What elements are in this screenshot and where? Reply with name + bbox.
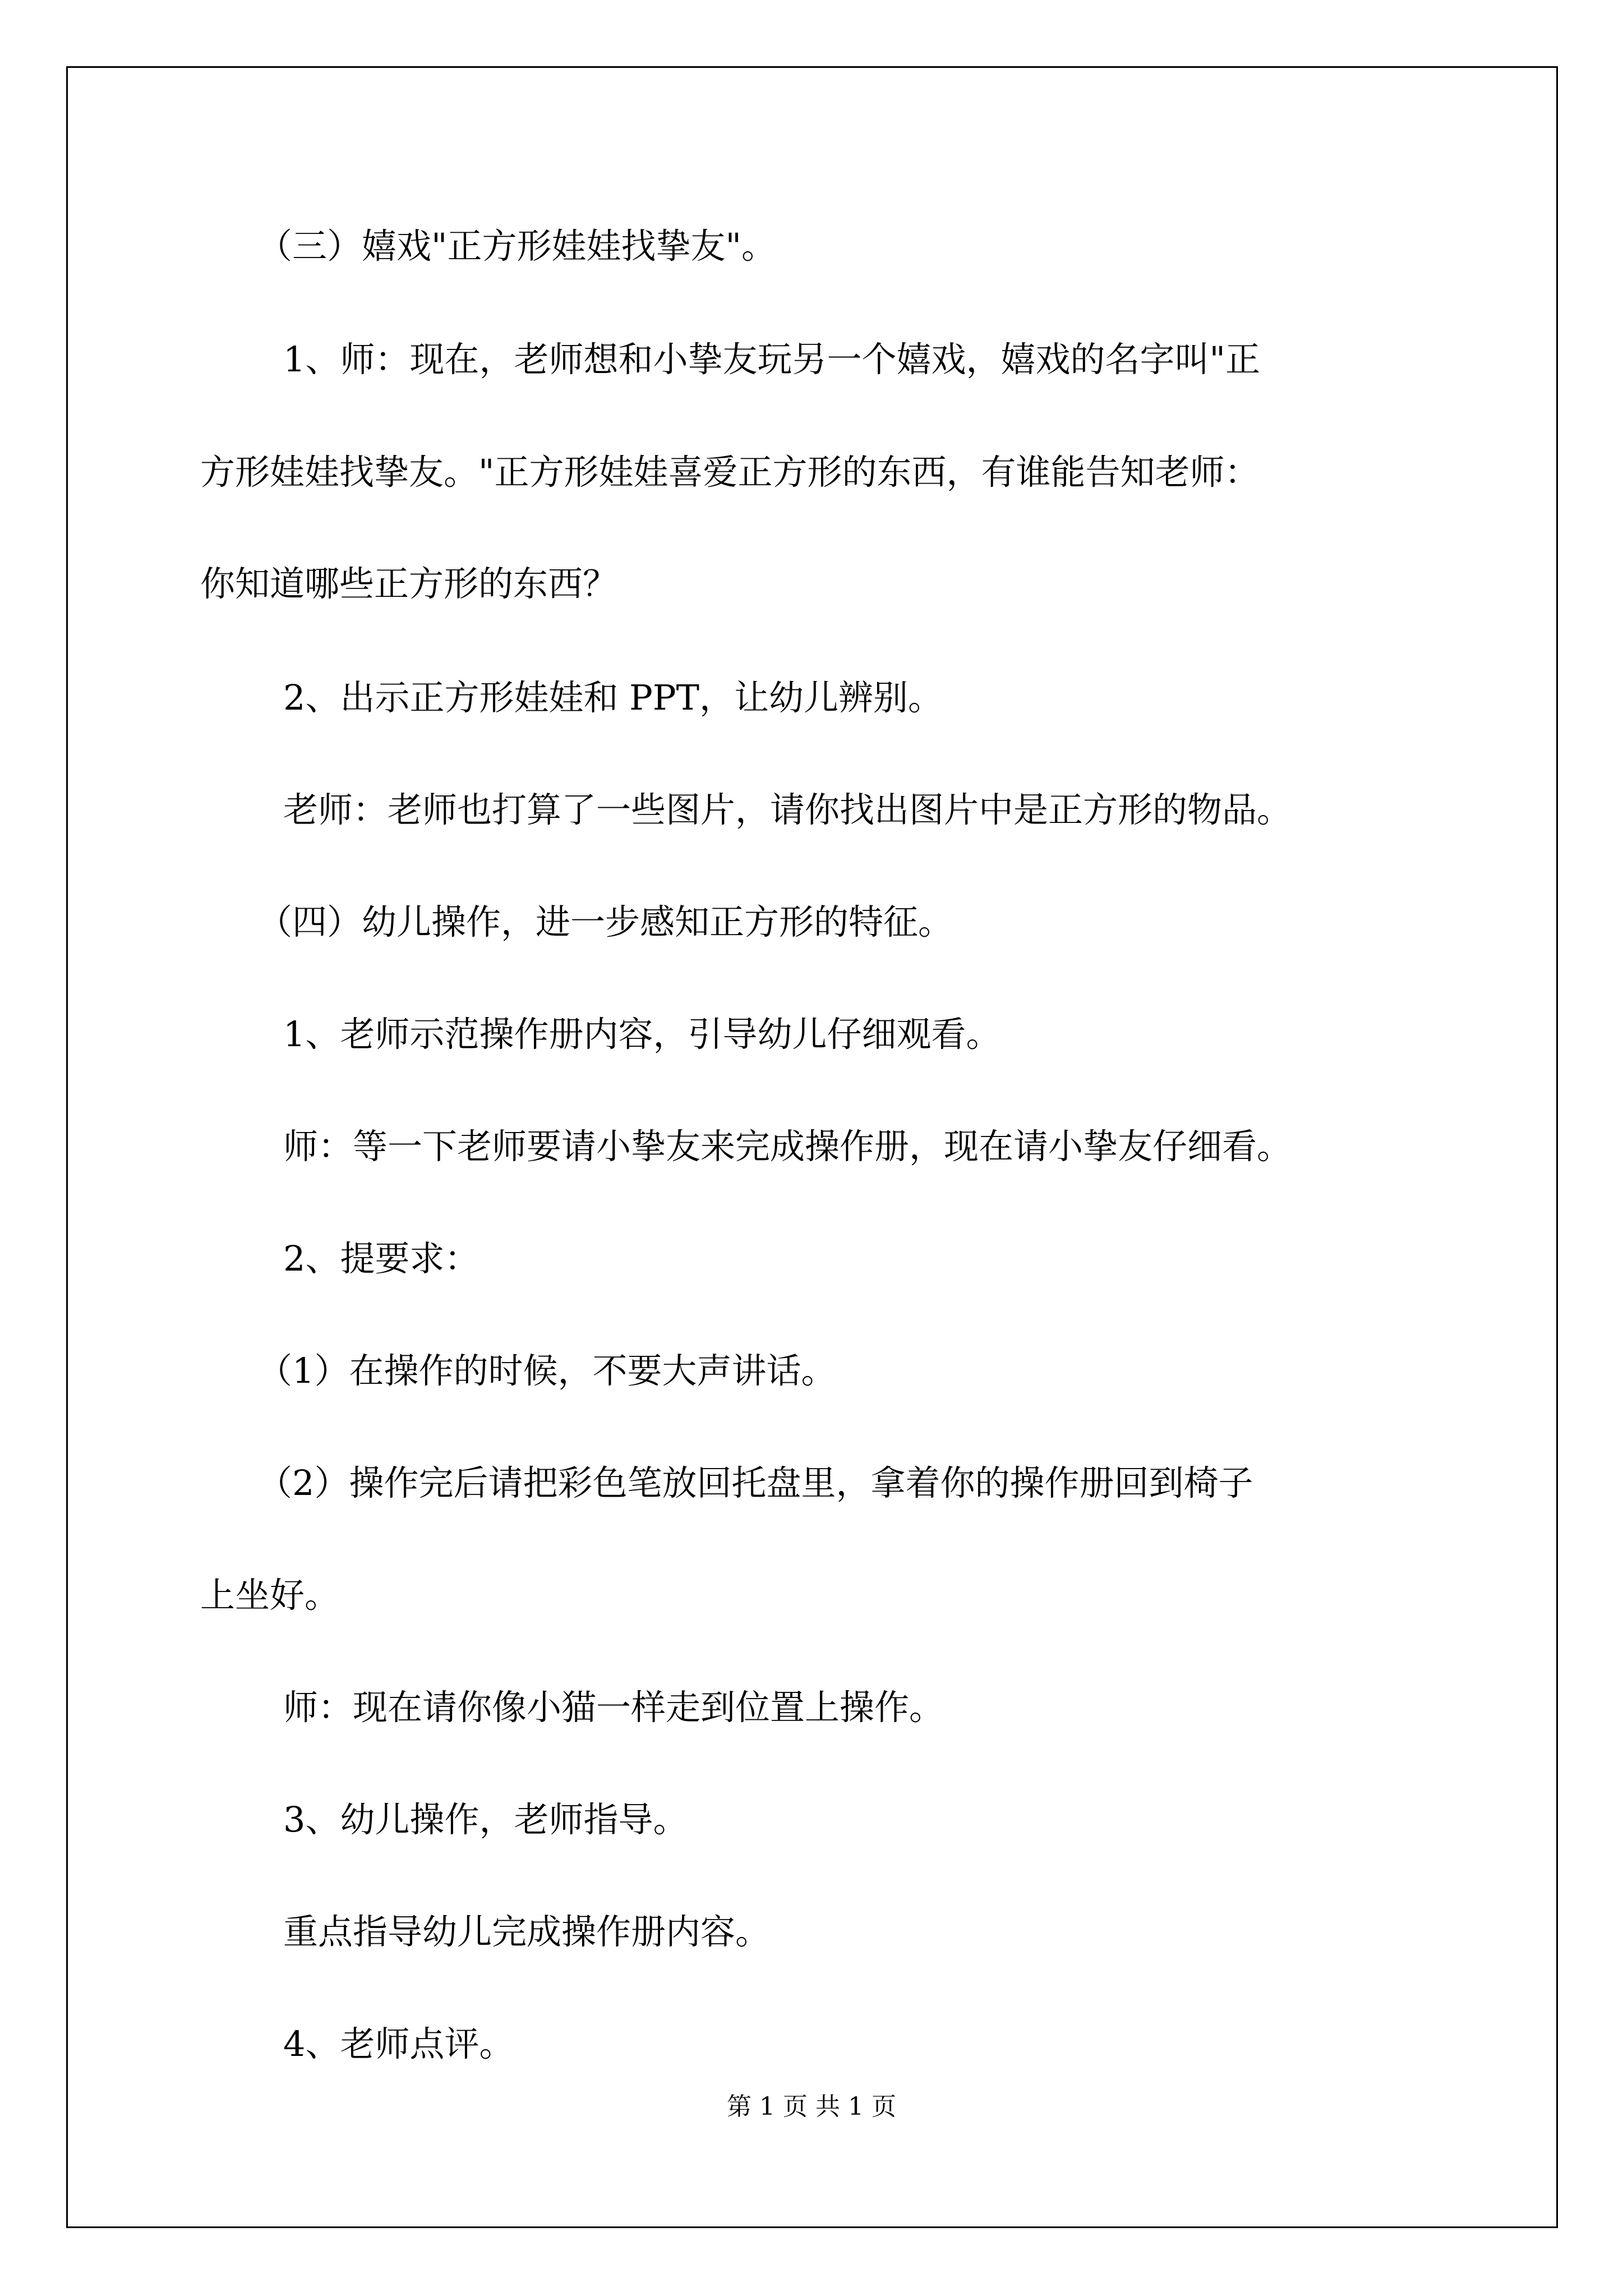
paragraph-line: 2、出示正方形娃娃和 PPT，让幼儿辨别。 bbox=[283, 677, 943, 718]
section-heading-4: （四）幼儿操作，进一步感知正方形的特征。 bbox=[257, 901, 953, 942]
paragraph-line: （1）在操作的时候，不要大声讲话。 bbox=[257, 1350, 836, 1391]
paragraph-line: 师：现在请你像小猫一样走到位置上操作。 bbox=[283, 1687, 944, 1728]
section-heading-3: （三）嬉戏"正方形娃娃找挚友"。 bbox=[257, 226, 777, 266]
paragraph-line: 上坐好。 bbox=[200, 1575, 340, 1616]
paragraph-line: 重点指导幼儿完成操作册内容。 bbox=[283, 1911, 771, 1952]
paragraph-line: 师：等一下老师要请小挚友来完成操作册，现在请小挚友仔细看。 bbox=[283, 1126, 1292, 1167]
paragraph-line: 3、幼儿操作，老师指导。 bbox=[283, 1799, 688, 1840]
paragraph-line: 老师：老师也打算了一些图片，请你找出图片中是正方形的物品。 bbox=[283, 789, 1292, 830]
paragraph-line: 1、老师示范操作册内容，引导幼儿仔细观看。 bbox=[283, 1014, 1001, 1055]
paragraph-line: 2、提要求： bbox=[283, 1238, 479, 1279]
paragraph-line: 1、师：现在，老师想和小挚友玩另一个嬉戏，嬉戏的名字叫"正 bbox=[283, 339, 1260, 380]
page-footer: 第 1 页 共 1 页 bbox=[727, 2092, 896, 2121]
paragraph-line: （2）操作完后请把彩色笔放回托盘里，拿着你的操作册回到椅子 bbox=[257, 1462, 1253, 1503]
paragraph-line: 4、老师点评。 bbox=[283, 2023, 514, 2064]
paragraph-line: 你知道哪些正方形的东西？ bbox=[200, 563, 618, 604]
paragraph-line: 方形娃娃找挚友。"正方形娃娃喜爱正方形的东西，有谁能告知老师： bbox=[200, 452, 1260, 493]
